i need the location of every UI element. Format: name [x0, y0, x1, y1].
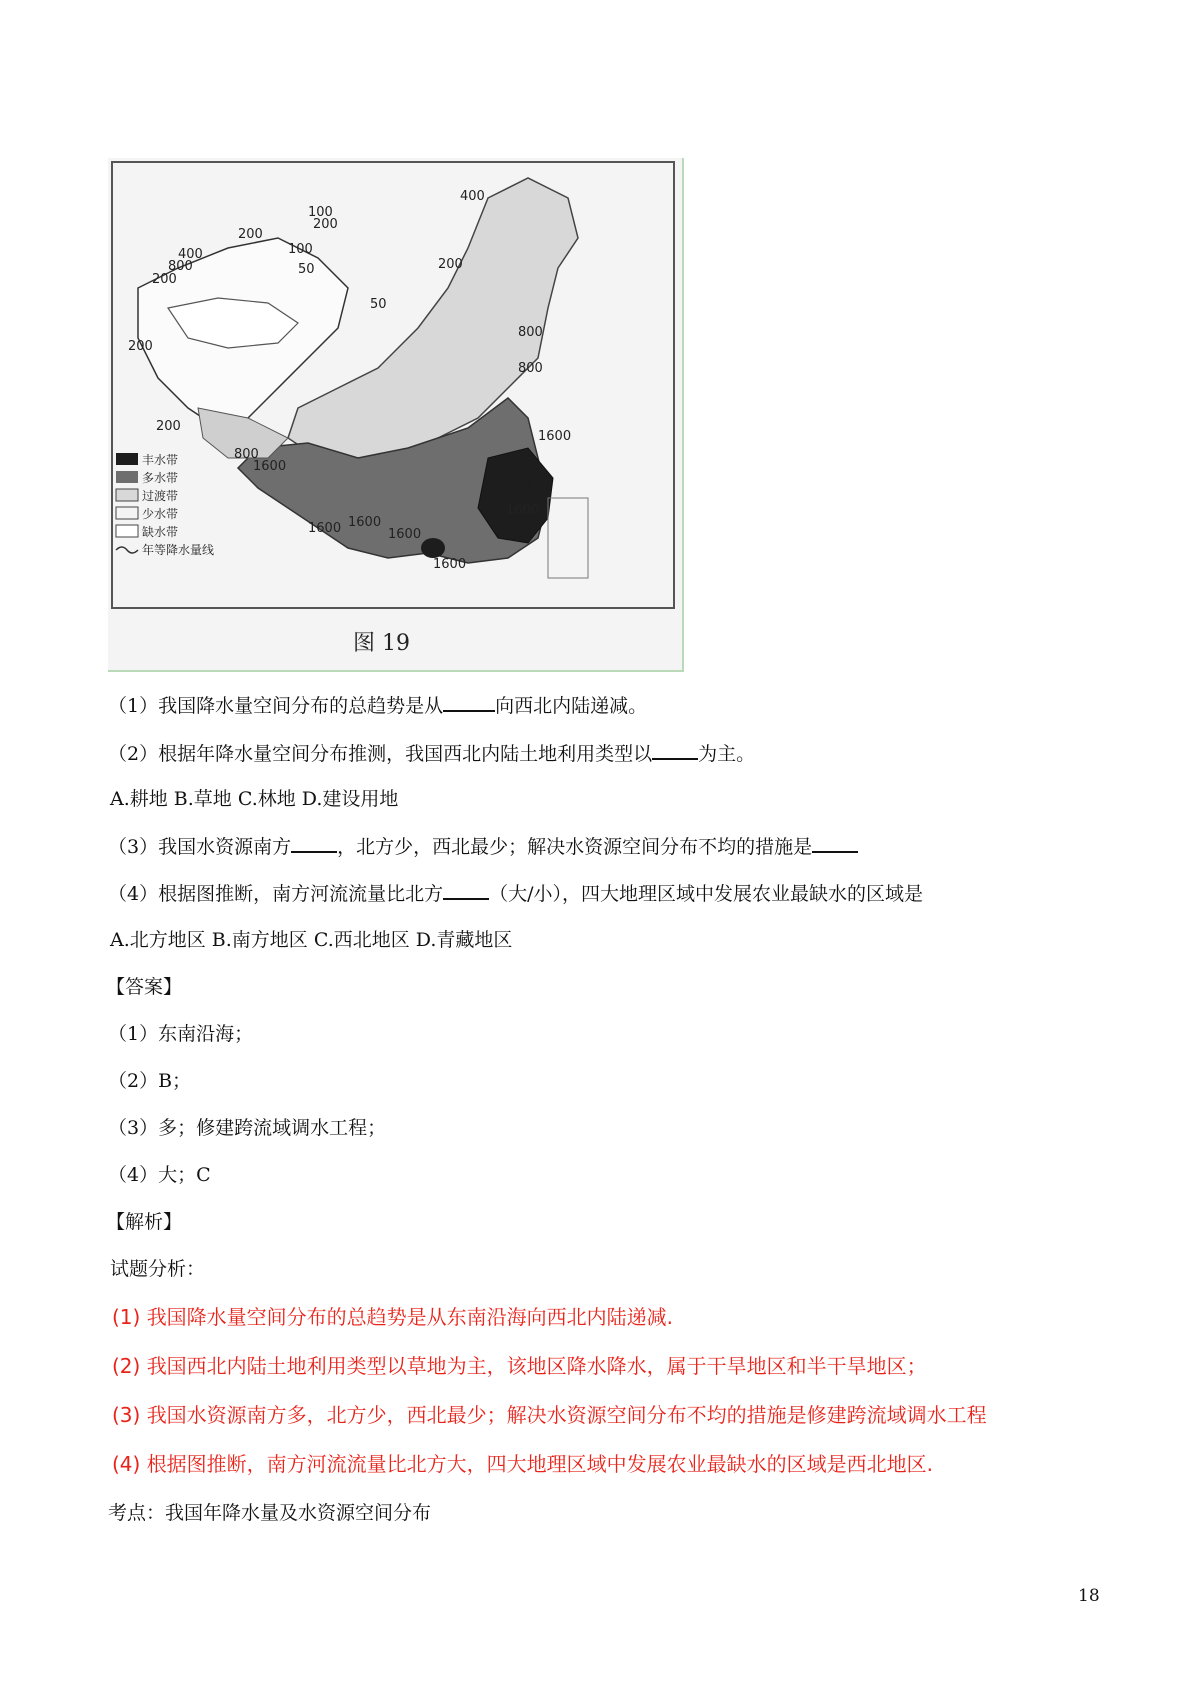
svg-text:800: 800: [518, 325, 543, 340]
q4-blank[interactable]: [443, 880, 489, 900]
legend-transition: 过渡带: [142, 489, 179, 503]
svg-text:200: 200: [313, 217, 338, 232]
legend-less: 少水带: [142, 507, 179, 521]
answer-1: （1）东南沿海；: [108, 1023, 254, 1045]
answer-4: （4）大；C: [108, 1164, 211, 1186]
svg-text:1600: 1600: [348, 515, 382, 530]
svg-text:400: 400: [460, 189, 485, 204]
svg-text:1600: 1600: [308, 521, 342, 536]
analysis-2: (2) 我国西北内陆土地利用类型以草地为主，该地区降水降水，属于干旱地区和半干旱地区；: [112, 1354, 927, 1378]
svg-text:800: 800: [518, 361, 543, 376]
q1-text-a: （1）我国降水量空间分布的总趋势是从: [108, 695, 444, 717]
svg-text:100: 100: [288, 242, 313, 257]
svg-text:1600: 1600: [433, 557, 467, 572]
analysis-4: (4) 根据图推断，南方河流流量比北方大，四大地理区域中发展农业最缺水的区域是西北地区.: [112, 1452, 934, 1476]
svg-text:200: 200: [438, 257, 463, 272]
svg-text:100: 100: [308, 205, 333, 220]
q4-options: A.北方地区 B.南方地区 C.西北地区 D.青藏地区: [110, 929, 513, 951]
china-precipitation-map: [108, 158, 682, 670]
svg-text:50: 50: [370, 297, 387, 312]
svg-text:800: 800: [234, 447, 259, 462]
analysis-intro: 试题分析：: [110, 1258, 206, 1280]
taiwan-island: [528, 468, 548, 508]
question-2: [108, 740, 755, 767]
svg-text:200: 200: [156, 419, 181, 434]
q4-text-a: （4）根据图推断，南方河流流量比北方: [108, 883, 444, 905]
svg-text:200: 200: [238, 227, 263, 242]
svg-text:400: 400: [178, 247, 203, 262]
analysis-header: 【解析】: [106, 1211, 183, 1233]
answer-header: 【答案】: [106, 976, 183, 998]
q3-text-a: （3）我国水资源南方: [108, 836, 292, 858]
svg-text:1600: 1600: [538, 429, 572, 444]
question-4: [108, 880, 923, 907]
precipitation-map-figure: [108, 158, 684, 672]
answer-3: （3）多；修建跨流域调水工程；: [108, 1117, 387, 1139]
q3-blank-1[interactable]: [291, 833, 337, 853]
legend-abundant: 丰水带: [142, 453, 179, 467]
figure-caption: 图 19: [353, 631, 410, 656]
q1-blank[interactable]: [443, 692, 495, 712]
svg-text:800: 800: [168, 259, 193, 274]
hainan-island: [421, 538, 445, 558]
question-3: [108, 833, 858, 860]
svg-text:1600: 1600: [253, 459, 287, 474]
q4-text-b: （大/小），四大地理区域中发展农业最缺水的区域是: [489, 883, 923, 905]
q2-options: A.耕地 B.草地 C.林地 D.建设用地: [110, 788, 399, 810]
kaodian: 考点：我国年降水量及水资源空间分布: [108, 1502, 432, 1524]
question-1: [108, 692, 647, 719]
legend-multi: 多水带: [142, 471, 179, 485]
svg-text:50: 50: [298, 262, 315, 277]
q2-blank[interactable]: [652, 740, 698, 760]
svg-text:200: 200: [128, 339, 153, 354]
answer-2: （2）B；: [108, 1070, 192, 1092]
q3-blank-2[interactable]: [812, 833, 858, 853]
svg-text:1600: 1600: [388, 527, 422, 542]
svg-text:200: 200: [152, 272, 177, 287]
q2-text-b: 为主。: [698, 743, 756, 765]
analysis-3: (3) 我国水资源南方多，北方少，西北最少；解决水资源空间分布不均的措施是修建跨流域调水工程: [112, 1403, 987, 1427]
analysis-1: (1) 我国降水量空间分布的总趋势是从东南沿海向西北内陆递减.: [112, 1305, 674, 1329]
legend-isoline: 年等降水量线: [142, 543, 215, 557]
svg-text:1600: 1600: [506, 503, 540, 518]
q2-text-a: （2）根据年降水量空间分布推测，我国西北内陆土地利用类型以: [108, 743, 653, 765]
page-number: 18: [1078, 1586, 1100, 1606]
q3-text-b: ，北方少，西北最少；解决水资源空间分布不均的措施是: [337, 836, 813, 858]
legend-dry: 缺水带: [142, 525, 179, 539]
q1-text-b: 向西北内陆递减。: [495, 695, 648, 717]
